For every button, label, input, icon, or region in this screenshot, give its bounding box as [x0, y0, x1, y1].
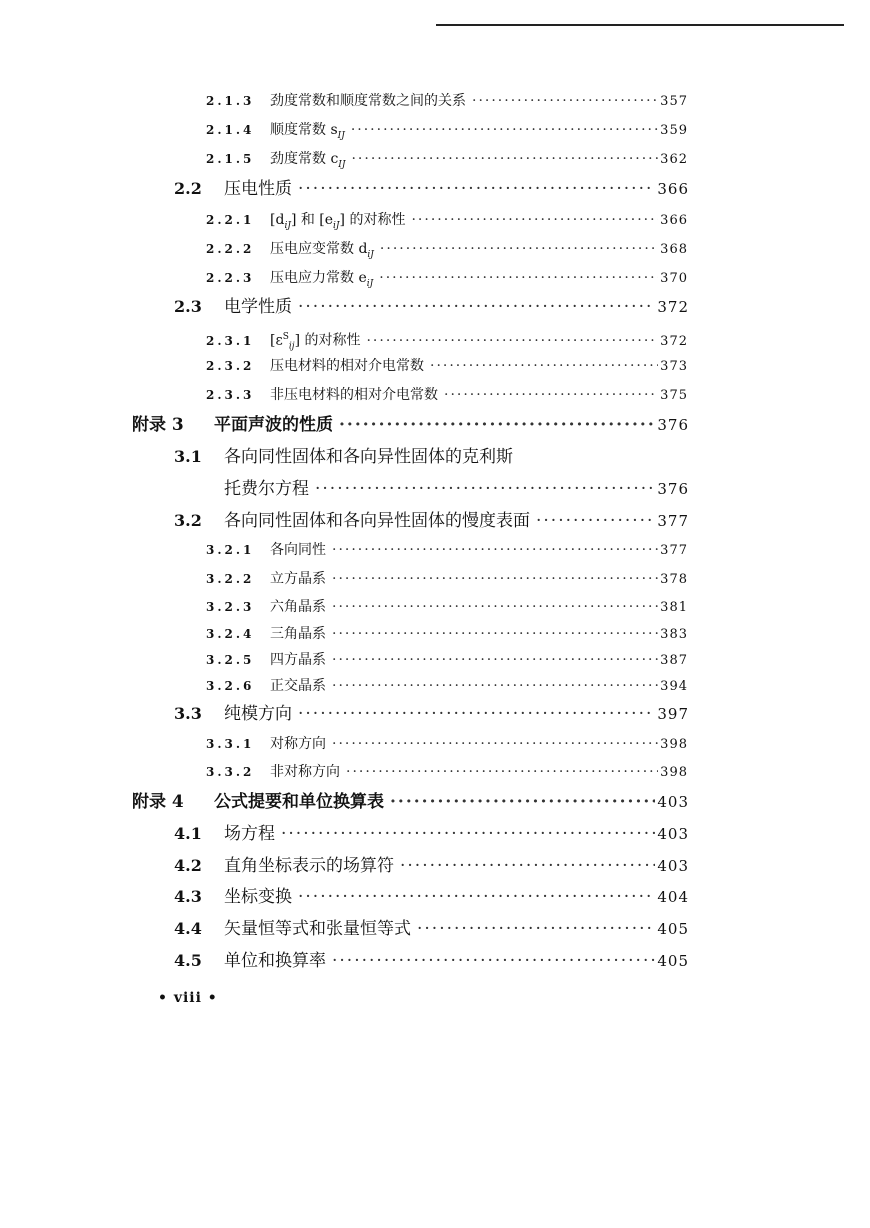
toc-entry — [206, 236, 688, 262]
toc-leader-dots — [379, 265, 658, 291]
toc-entry-page: 397 — [657, 705, 689, 723]
toc-entry-title — [270, 621, 332, 647]
toc-entry-title-text: 单位和换算率 — [224, 951, 326, 971]
toc-entry — [206, 353, 688, 379]
toc-entry-number: 3.3 — [174, 704, 202, 723]
toc-entry — [206, 146, 688, 172]
toc-entry-title — [270, 759, 346, 785]
toc-entry-number: 2.3.2 — [206, 359, 255, 373]
toc-entry-title-text: 六角晶系 — [270, 599, 326, 615]
toc-entry-number: 2.2.3 — [206, 271, 255, 285]
toc-entry — [206, 647, 688, 673]
toc-leader-dots — [332, 731, 658, 757]
toc-entry-title — [270, 566, 332, 592]
toc-entry-page: 404 — [657, 888, 689, 906]
toc-entry-title-text: 三角晶系 — [270, 626, 326, 642]
toc-leader-dots — [339, 412, 655, 438]
toc-entry-number: 3.2.5 — [206, 653, 255, 667]
toc-entry-title-text: 对称方向 — [270, 736, 326, 752]
toc-entry-title — [224, 444, 519, 470]
toc-entry-number: 2.1.4 — [206, 123, 255, 137]
toc-entry-subscript: iJ — [367, 249, 374, 260]
toc-entry — [174, 444, 689, 470]
toc-entry — [206, 88, 688, 114]
toc-entry-page: 373 — [660, 359, 688, 374]
header-rule — [436, 24, 844, 26]
toc-entry-number: 3.1 — [174, 447, 202, 466]
toc-leader-dots — [332, 566, 658, 592]
toc-entry-title — [224, 948, 332, 974]
toc-leader-dots — [298, 294, 655, 320]
toc-leader-dots — [411, 207, 658, 233]
toc-leader-dots — [298, 176, 655, 202]
toc-entry — [206, 594, 688, 620]
toc-entry-title — [224, 853, 400, 879]
toc-entry-number: 4.4 — [174, 919, 202, 938]
toc-entry-title — [270, 673, 332, 699]
toc-entry-number: 2.3 — [174, 297, 202, 316]
toc-entry-number: 附录 3 — [132, 415, 184, 435]
toc-entry-page: 394 — [660, 679, 688, 694]
toc-entry-title — [224, 476, 315, 502]
toc-entry-title-text: 压电应力常数 e — [270, 270, 367, 286]
toc-entry-page: 383 — [660, 627, 688, 642]
toc-leader-dots — [332, 673, 658, 699]
toc-entry — [132, 412, 689, 438]
toc-entry-title-text: 压电材料的相对介电常数 — [270, 358, 424, 374]
toc-entry-number: 2.2 — [174, 179, 202, 198]
toc-leader-dots — [332, 647, 658, 673]
toc-entry-number: 3.2.6 — [206, 679, 255, 693]
toc-leader-dots — [351, 117, 658, 143]
toc-leader-dots — [366, 328, 658, 354]
toc-entry-title-text: 托费尔方程 — [224, 479, 309, 499]
toc-entry — [206, 731, 688, 757]
toc-entry-subscript: iJ — [333, 220, 340, 231]
toc-entry-title — [224, 701, 298, 727]
toc-entry — [206, 324, 688, 350]
toc-entry-page: 403 — [657, 825, 689, 843]
toc-entry-subscript: iJ — [366, 278, 374, 289]
toc-leader-dots — [536, 508, 655, 534]
toc-entry — [174, 476, 689, 502]
toc-entry-title — [270, 731, 332, 757]
toc-leader-dots — [332, 948, 655, 974]
toc-entry-number: 3.2 — [174, 511, 202, 530]
toc-entry-page: 366 — [660, 213, 688, 228]
toc-leader-dots — [400, 853, 655, 879]
toc-entry-number: 3.2.4 — [206, 627, 255, 641]
toc-entry-subscript: IJ — [337, 130, 345, 141]
toc-leader-dots — [380, 236, 658, 262]
toc-entry-title-text: 压电应变常数 d — [270, 241, 368, 257]
toc-entry-number: 3.2.1 — [206, 543, 255, 557]
toc-leader-dots — [351, 146, 658, 172]
toc-entry-number: 2.3.3 — [206, 388, 255, 402]
toc-entry-title-text: 压电性质 — [224, 179, 292, 199]
toc-leader-dots — [298, 884, 655, 910]
toc-leader-dots — [332, 621, 658, 647]
toc-entry-title-text: 劲度常数 c — [270, 151, 339, 167]
toc-entry-page: 405 — [657, 952, 689, 970]
toc-entry-page: 387 — [660, 653, 688, 668]
toc-entry-page: 376 — [657, 416, 689, 434]
toc-leader-dots — [390, 789, 655, 815]
toc-entry-page: 381 — [660, 600, 688, 615]
toc-entry — [174, 948, 689, 974]
toc-entry-page: 362 — [660, 152, 688, 167]
toc-entry-page: 398 — [660, 737, 688, 752]
toc-leader-dots — [281, 821, 655, 847]
toc-entry-title — [224, 884, 298, 910]
toc-entry-title — [214, 412, 339, 438]
toc-entry-title-text: 各向同性固体和各向异性固体的慢度表面 — [224, 511, 530, 531]
toc-leader-dots — [472, 88, 658, 114]
toc-entry-title — [270, 594, 332, 620]
toc-entry — [174, 176, 689, 202]
toc-entry-number: 2.1.5 — [206, 152, 255, 166]
toc-entry-title — [270, 382, 444, 408]
toc-entry-title — [224, 916, 417, 942]
toc-entry-page: 372 — [660, 333, 688, 349]
toc-entry-page: 398 — [660, 765, 688, 780]
toc-entry-title-text: 坐标变换 — [224, 887, 292, 907]
toc-entry-title — [224, 508, 536, 534]
toc-entry-title — [270, 236, 380, 268]
toc-leader-dots — [332, 594, 658, 620]
toc-entry-title — [270, 647, 332, 673]
toc-entry-page: 376 — [657, 480, 689, 498]
toc-entry-title-text: 各向同性 — [270, 542, 326, 558]
toc-entry — [174, 701, 689, 727]
toc-entry-page: 377 — [660, 543, 688, 558]
toc-entry-subscript: IJ — [338, 159, 346, 170]
toc-entry-title-text: 场方程 — [224, 824, 275, 844]
toc-entry-number: 2.1.3 — [206, 94, 255, 108]
toc-entry-title-text: 劲度常数和顺度常数之间的关系 — [270, 93, 466, 109]
toc-entry — [206, 673, 688, 699]
toc-entry-title — [224, 294, 298, 320]
toc-entry-title-text: ] 的对称性 — [294, 332, 361, 349]
toc-entry-title-text: [ε — [270, 332, 283, 349]
toc-entry-title — [224, 821, 281, 847]
toc-entry-title-text: 矢量恒等式和张量恒等式 — [224, 919, 411, 939]
toc-entry-title — [270, 88, 472, 114]
toc-entry — [206, 117, 688, 143]
toc-entry-title-text: 电学性质 — [224, 297, 292, 317]
page-number-footer: • viii • — [158, 990, 218, 1006]
toc-entry — [174, 884, 689, 910]
toc-entry-number: 4.2 — [174, 856, 202, 875]
toc-entry-number: 3.2.2 — [206, 572, 255, 586]
toc-entry-page: 378 — [660, 572, 688, 587]
toc-entry — [132, 789, 689, 815]
toc-entry — [206, 566, 688, 592]
toc-leader-dots — [332, 537, 658, 563]
toc-entry-number: 3.3.2 — [206, 765, 255, 779]
toc-entry-title-text: 公式提要和单位换算表 — [214, 792, 384, 812]
toc-entry-title-text: 直角坐标表示的场算符 — [224, 856, 394, 876]
toc-entry-title-text: 四方晶系 — [270, 652, 326, 668]
toc-entry-subscript: ij — [288, 341, 295, 352]
toc-leader-dots — [298, 701, 655, 727]
toc-entry-page: 366 — [657, 180, 689, 198]
toc-entry-title — [270, 537, 332, 563]
toc-entry-page: 359 — [660, 123, 688, 138]
toc-entry-page: 377 — [657, 512, 689, 530]
toc-entry-title — [270, 117, 351, 149]
toc-entry — [174, 294, 689, 320]
toc-entry-number: 2.2.2 — [206, 242, 255, 256]
toc-entry-number: 4.5 — [174, 951, 202, 970]
toc-leader-dots — [315, 476, 655, 502]
toc-entry — [174, 916, 689, 942]
toc-entry — [206, 382, 688, 408]
toc-entry-title-text: ] 和 [e — [290, 212, 334, 228]
toc-leader-dots — [444, 382, 658, 408]
toc-entry-title-text: 非对称方向 — [270, 764, 340, 780]
toc-entry-title-text: 平面声波的性质 — [214, 415, 333, 435]
toc-entry-title-text: 各向同性固体和各向异性固体的克利斯 — [224, 447, 513, 467]
toc-entry-page: 370 — [660, 271, 688, 286]
toc-entry — [174, 821, 689, 847]
toc-leader-dots — [430, 353, 658, 379]
toc-leader-dots — [417, 916, 655, 942]
toc-entry-number: 2.3.1 — [206, 333, 255, 348]
toc-leader-dots — [346, 759, 658, 785]
toc-entry-title-text: 非压电材料的相对介电常数 — [270, 387, 438, 403]
toc-entry-superscript: S — [282, 332, 289, 342]
toc-entry-title-text: 纯模方向 — [224, 704, 292, 724]
toc-entry — [206, 759, 688, 785]
toc-entry-title — [224, 176, 298, 202]
toc-entry-page: 375 — [660, 388, 688, 403]
toc-entry-page: 405 — [657, 920, 689, 938]
toc-entry-title-text: [d — [270, 212, 285, 228]
toc-entry-title — [270, 353, 430, 379]
toc-entry — [174, 508, 689, 534]
toc-entry — [206, 207, 688, 233]
toc-entry-page: 403 — [657, 793, 689, 811]
toc-entry-title — [270, 146, 351, 178]
toc-entry — [206, 621, 688, 647]
toc-entry-title-text: 立方晶系 — [270, 571, 326, 587]
toc-entry-subscript: iJ — [284, 220, 291, 231]
toc-entry-number: 4.3 — [174, 887, 202, 906]
toc-entry — [206, 265, 688, 291]
toc-entry-title — [270, 207, 411, 239]
toc-entry-page: 372 — [657, 298, 689, 316]
toc-entry-number: 3.2.3 — [206, 600, 255, 614]
toc-entry-title-text: 顺度常数 s — [270, 122, 338, 138]
toc-entry-page: 357 — [660, 94, 688, 109]
toc-entry-title — [270, 265, 379, 297]
toc-entry-number: 3.3.1 — [206, 737, 255, 751]
toc-entry-number: 4.1 — [174, 824, 202, 843]
toc-entry — [206, 537, 688, 563]
toc-entry-number: 附录 4 — [132, 792, 184, 812]
toc-entry-page: 403 — [657, 857, 689, 875]
toc-entry — [174, 853, 689, 879]
toc-entry-title — [214, 789, 390, 815]
toc-entry-page: 368 — [660, 242, 688, 257]
toc-entry-number: 2.2.1 — [206, 213, 255, 227]
toc-entry-title-text: 正交晶系 — [270, 678, 326, 694]
toc-entry-title-text: ] 的对称性 — [339, 212, 406, 228]
